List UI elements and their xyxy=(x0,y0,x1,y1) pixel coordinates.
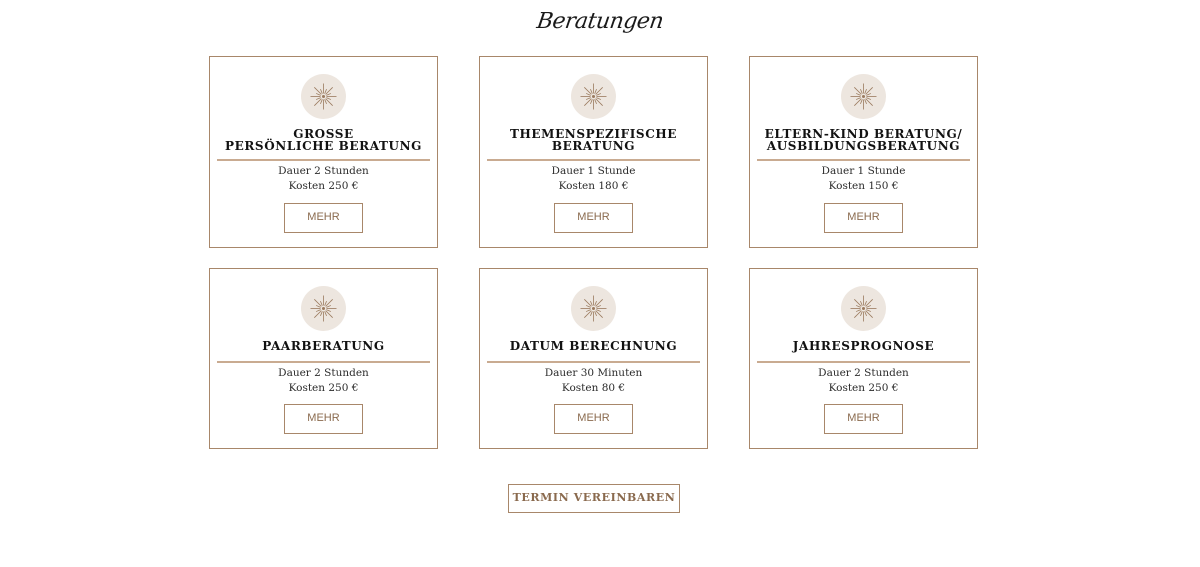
card-divider xyxy=(217,361,430,363)
service-card xyxy=(749,56,978,248)
services-grid xyxy=(209,56,979,449)
book-appointment-button[interactable]: TERMIN VEREINBAREN xyxy=(508,484,680,513)
more-button[interactable]: MEHR xyxy=(554,404,633,434)
card-title xyxy=(750,129,977,152)
star-burst-icon xyxy=(571,74,616,119)
card-duration: Dauer 2 Stunden xyxy=(278,367,369,379)
card-cost: Kosten 180 € xyxy=(558,180,629,192)
more-button[interactable]: MEHR xyxy=(284,203,363,233)
card-cost: Kosten 80 € xyxy=(561,382,626,394)
card-title-line: GROSSE xyxy=(293,127,354,141)
card-cost: Kosten 250 € xyxy=(828,382,899,394)
more-button[interactable]: MEHR xyxy=(284,404,363,434)
card-cost: Kosten 250 € xyxy=(288,180,359,192)
card-title-line: BERATUNG xyxy=(551,138,636,153)
star-burst-icon xyxy=(841,286,886,331)
page-title: Beratungen xyxy=(535,9,665,34)
star-burst-icon xyxy=(301,74,346,119)
more-button[interactable]: MEHR xyxy=(824,203,903,233)
card-divider xyxy=(487,159,700,161)
star-burst-icon xyxy=(571,286,616,331)
card-divider xyxy=(217,159,430,161)
service-card xyxy=(479,268,708,449)
card-title-line: PERSÖNLICHE BERATUNG xyxy=(224,138,423,153)
card-meta xyxy=(210,366,437,396)
service-card xyxy=(749,268,978,449)
card-cost: Kosten 250 € xyxy=(288,382,359,394)
card-meta xyxy=(750,366,977,396)
card-meta xyxy=(480,366,707,396)
service-card xyxy=(479,56,708,248)
more-button[interactable]: MEHR xyxy=(554,203,633,233)
card-title-line: THEMENSPEZIFISCHE xyxy=(509,127,678,141)
card-cost: Kosten 150 € xyxy=(828,180,899,192)
card-divider xyxy=(487,361,700,363)
card-title xyxy=(750,341,977,353)
service-card xyxy=(209,56,438,248)
more-button[interactable]: MEHR xyxy=(824,404,903,434)
card-divider xyxy=(757,361,970,363)
card-title-line: ELTERN-KIND BERATUNG/ xyxy=(764,127,963,141)
star-burst-icon xyxy=(301,286,346,331)
card-meta xyxy=(210,164,437,194)
card-title-line: AUSBILDUNGSBERATUNG xyxy=(766,138,961,153)
card-meta xyxy=(750,164,977,194)
card-title xyxy=(480,341,707,353)
card-title xyxy=(480,129,707,152)
service-card xyxy=(209,268,438,449)
card-title-line: JAHRESPROGNOSE xyxy=(792,339,935,353)
card-duration: Dauer 2 Stunden xyxy=(818,367,909,379)
card-meta xyxy=(480,164,707,194)
card-title xyxy=(210,129,437,152)
card-duration: Dauer 1 Stunde xyxy=(551,165,636,177)
card-duration: Dauer 2 Stunden xyxy=(278,165,369,177)
card-duration: Dauer 30 Minuten xyxy=(544,367,643,379)
star-burst-icon xyxy=(841,74,886,119)
card-duration: Dauer 1 Stunde xyxy=(821,165,906,177)
card-title-line: DATUM BERECHNUNG xyxy=(509,339,678,353)
card-title-line: PAARBERATUNG xyxy=(262,339,385,353)
card-title xyxy=(210,341,437,353)
card-divider xyxy=(757,159,970,161)
